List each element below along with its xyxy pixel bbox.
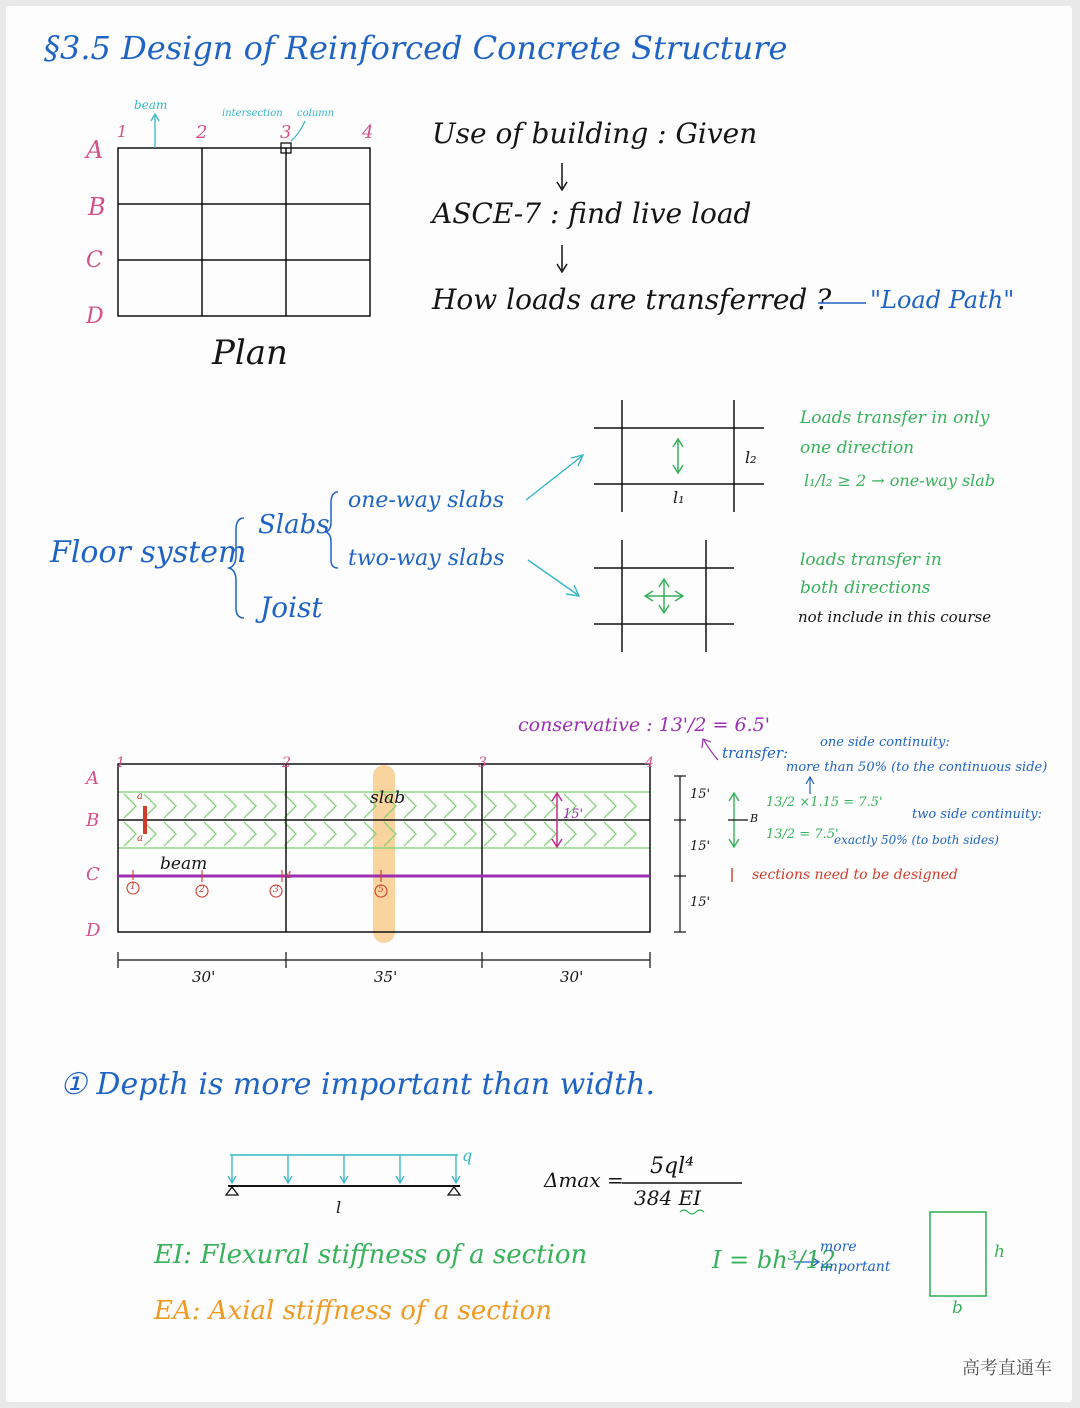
one-way-note-2: one direction: [800, 438, 915, 458]
ei-definition: EI: Flexural stiffness of a section: [154, 1240, 588, 1270]
plan-caption: Plan: [212, 333, 288, 373]
frame-row-b: B: [86, 810, 100, 831]
beam-label: beam: [160, 854, 208, 874]
frame-col-4: 4: [645, 755, 654, 771]
plan-col-4: 4: [362, 122, 374, 143]
span-dim-3: 30': [560, 968, 584, 986]
row-dim-3: 15': [690, 895, 711, 910]
plan-row-b: B: [88, 193, 106, 221]
page-title: §3.5 Design of Reinforced Concrete Structure: [44, 29, 788, 67]
plan-column-label: column: [297, 108, 335, 119]
span-15-label: 15': [563, 807, 584, 822]
marker-3: 3: [273, 885, 279, 895]
plan-col-2: 2: [196, 122, 208, 143]
exactly-note: exactly 50% (to both sides): [834, 833, 999, 847]
span-l-label: l: [336, 1198, 342, 1217]
a-mark-top: a: [137, 791, 143, 802]
slabs-label: Slabs: [258, 510, 330, 540]
flow-line-3: How loads are transferred ?: [432, 283, 832, 316]
plan-row-a: A: [86, 136, 104, 164]
section-b-label: b: [952, 1298, 963, 1318]
calc-2: 13/2 = 7.5': [766, 827, 839, 842]
one-way-ratio: l₁/l₂ ≥ 2 → one-way slab: [804, 471, 996, 490]
delta-denominator: 384 EI: [634, 1186, 702, 1210]
two-way-note-1: loads transfer in: [800, 550, 942, 570]
one-way-slabs-label: one-way slabs: [348, 488, 505, 513]
joist-label: Joist: [260, 591, 323, 624]
floor-system-label: Floor system: [50, 535, 247, 570]
one-side-label: one side continuity:: [820, 735, 950, 750]
not-include-note: not include in this course: [798, 608, 992, 626]
frame-col-3: 3: [478, 755, 487, 771]
b-grid-label: B: [750, 812, 759, 825]
two-way-slabs-label: two-way slabs: [348, 546, 505, 571]
two-way-note-2: both directions: [800, 578, 931, 598]
row-dim-1: 15': [690, 787, 711, 802]
span-dim-1: 30': [192, 968, 216, 986]
calc-1: 13/2 ×1.15 = 7.5': [766, 795, 883, 810]
frame-col-1: 1: [116, 755, 125, 771]
plan-row-c: C: [86, 248, 103, 273]
load-q-label: q: [462, 1146, 473, 1165]
a-mark-bottom: a: [137, 833, 143, 844]
span-dim-2: 35': [374, 968, 398, 986]
more-than-note: more than 50% (to the continuous side): [786, 760, 1048, 775]
watermark: 高考直通车: [962, 1358, 1052, 1379]
marker-4: 4: [286, 871, 292, 881]
frame-row-a: A: [86, 768, 99, 789]
l2-label: l₂: [745, 448, 757, 467]
slab-label: slab: [370, 788, 406, 808]
load-path-label: "Load Path": [870, 286, 1015, 314]
l1-label: l₁: [673, 488, 685, 507]
inertia-formula: I = bh³/12: [712, 1246, 836, 1274]
delta-numerator: 5ql⁴: [650, 1154, 694, 1179]
section-h-label: h: [994, 1242, 1005, 1262]
plan-intersection-label: intersection: [222, 108, 283, 119]
frame-col-2: 2: [282, 755, 291, 771]
transfer-label: transfer:: [722, 744, 789, 762]
more-important-note: more important: [820, 1239, 891, 1275]
ea-definition: EA: Axial stiffness of a section: [154, 1296, 552, 1326]
marker-5: 5: [378, 885, 384, 895]
conservative-note: conservative : 13'/2 = 6.5': [518, 714, 770, 736]
delta-max-label: Δmax =: [544, 1168, 624, 1192]
plan-row-d: D: [86, 304, 104, 329]
depth-heading: ① Depth is more important than width.: [60, 1067, 656, 1102]
sections-note: sections need to be designed: [752, 867, 958, 883]
two-side-label: two side continuity:: [912, 807, 1042, 822]
frame-row-d: D: [86, 920, 101, 941]
frame-row-c: C: [86, 864, 100, 885]
row-dim-2: 15': [690, 839, 711, 854]
plan-col-1: 1: [117, 122, 128, 141]
plan-col-3: 3: [280, 122, 292, 143]
plan-beam-label: beam: [134, 98, 168, 112]
marker-2: 2: [199, 885, 205, 895]
flow-line-2: ASCE-7 : find live load: [432, 197, 752, 230]
marker-1: 1: [130, 882, 136, 892]
flow-line-1: Use of building : Given: [432, 117, 758, 150]
one-way-note-1: Loads transfer in only: [800, 408, 990, 428]
